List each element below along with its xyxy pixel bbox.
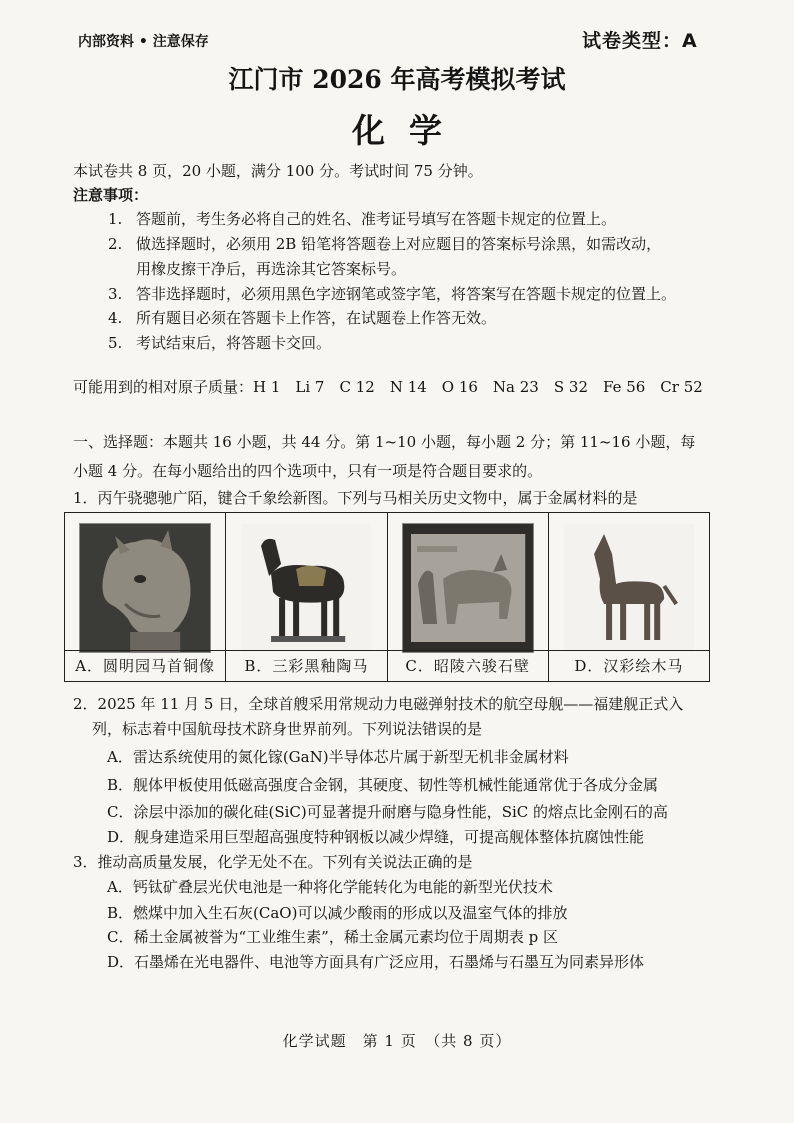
question-2-option-d: D．舰身建造采用巨型超高强度特种钢板以减少焊缝，可提高舰体整体抗腐蚀性能 — [107, 828, 645, 846]
paper-type-label: 试卷类型：A — [582, 30, 698, 52]
question-2-option-c: C．涂层中添加的碳化硅(SiC)可显著提升耐磨与隐身性能，SiC 的熔点比金刚石的高 — [107, 803, 669, 821]
notice-text: 答非选择题时，必须用黑色字迹钢笔或签字笔，将答案写在答题卡规定的位置上。 — [136, 285, 677, 303]
notice-text: 答题前，考生务必将自己的姓名、准考证号填写在答题卡规定的位置上。 — [136, 210, 617, 228]
option-c-caption: C．昭陵六骏石壁 — [388, 650, 548, 681]
notice-text: 所有题目必须在答题卡上作答，在试题卷上作答无效。 — [136, 309, 497, 327]
notice-item — [108, 283, 676, 304]
notice-item — [108, 208, 616, 229]
question-3-option-c: C．稀土金属被誉为“工业维生素”，稀土金属元素均位于周期表 p 区 — [107, 928, 558, 946]
atomic-masses: 可能用到的相对原子质量：H 1 Li 7 C 12 N 14 O 16 Na 23 S 32 Fe 56 Cr 52 — [73, 378, 703, 396]
confidential-label: 内部资料 • 注意保存 — [78, 34, 209, 50]
notice-number: 5. — [108, 334, 123, 352]
section-instructions: 一、选择题：本题共 16 小题，共 44 分。第 1~10 小题，每小题 2 分；第 11~16 小题，每 — [73, 433, 696, 451]
option-a-caption: A．圆明园马首铜像 — [65, 650, 225, 681]
sancai-pottery-horse-photo — [240, 523, 372, 653]
option-d-cell — [549, 513, 709, 681]
subject-title: 化学 — [352, 111, 466, 150]
option-d-caption: D．汉彩绘木马 — [549, 650, 709, 681]
bronze-horse-head-photo — [79, 523, 211, 653]
question-2-stem-cont: 列，标志着中国航母技术跻身世界前列。下列说法错误的是 — [92, 720, 483, 738]
question-1-image-table — [64, 512, 710, 682]
exam-intro: 本试卷共 8 页，20 小题，满分 100 分。考试时间 75 分钟。 — [73, 162, 483, 180]
question-3-stem: 3．推动高质量发展，化学无处不在。下列有关说法正确的是 — [73, 853, 473, 871]
notice-text: 考试结束后，将答题卡交回。 — [136, 334, 332, 352]
notice-heading: 注意事项： — [73, 186, 149, 204]
question-3-option-a: A．钙钛矿叠层光伏电池是一种将化学能转化为电能的新型光伏技术 — [107, 878, 553, 896]
zhaoling-stone-relief-photo — [402, 523, 534, 653]
question-3-option-b: B．燃煤中加入生石灰(CaO)可以减少酸雨的形成以及温室气体的排放 — [107, 904, 568, 922]
section-instructions-cont: 小题 4 分。在每小题给出的四个选项中，只有一项是符合题目要求的。 — [73, 462, 543, 480]
question-2-option-b: B．舰体甲板使用低磁高强度合金钢，其硬度、韧性等机械性能通常优于各成分金属 — [107, 776, 659, 794]
option-a-cell — [65, 513, 226, 681]
question-2-option-a: A．雷达系统使用的氮化镓(GaN)半导体芯片属于新型无机非金属材料 — [107, 748, 569, 766]
han-painted-wooden-horse-photo — [563, 523, 695, 653]
notice-number: 4. — [108, 309, 123, 327]
exam-title: 江门市 2026 年高考模拟考试 — [228, 65, 566, 94]
notice-item — [108, 332, 331, 353]
page-footer: 化学试题 第 1 页 （共 8 页） — [282, 1032, 512, 1050]
notice-item — [108, 307, 496, 328]
notice-number: 2. — [108, 235, 123, 253]
notice-number: 3. — [108, 285, 123, 303]
notice-continuation: 用橡皮擦干净后，再选涂其它答案标号。 — [136, 260, 407, 278]
option-c-cell — [388, 513, 549, 681]
question-3-option-d: D．石墨烯在光电器件、电池等方面具有广泛应用，石墨烯与石墨互为同素异形体 — [107, 953, 645, 971]
notice-number: 1. — [108, 210, 123, 228]
question-2-stem: 2．2025 年 11 月 5 日，全球首艘采用常规动力电磁弹射技术的航空母舰——福建舰正式入 — [73, 695, 684, 713]
notice-text: 做选择题时，必须用 2B 铅笔将答题卷上对应题目的答案标号涂黑，如需改动， — [136, 235, 662, 253]
question-1-stem: 1．丙午骁骢驰广陌，键合千象绘新图。下列与马相关历史文物中，属于金属材料的是 — [73, 489, 638, 507]
option-b-cell — [226, 513, 387, 681]
notice-item — [108, 233, 661, 254]
option-b-caption: B．三彩黑釉陶马 — [226, 650, 386, 681]
